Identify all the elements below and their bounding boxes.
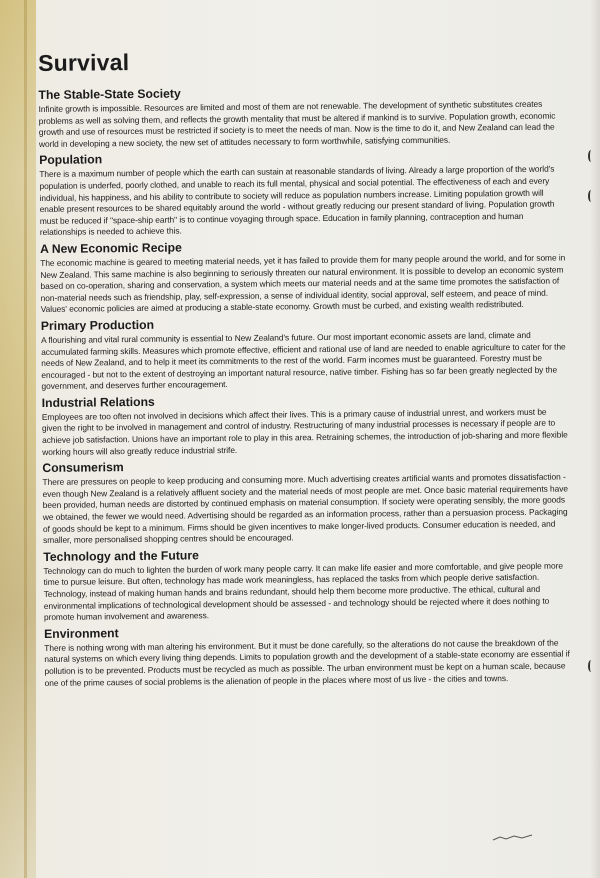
section-body: Employees are too often not involved in decisions which affect their lives. This is a primary cause of industrial unrest, and workers must be given the right to be involved in management and control of industry. Restructuring of many industrial processes is necessary if people are to achieve job satisfaction. Unions have an important role to play in this area. Retraining schemes, the introduction of job-sharing and more flexible working hours will also greatly reduce industrial strife. (41, 406, 568, 457)
section-industrial-relations (42, 390, 569, 458)
section-stable-state-society (38, 82, 565, 150)
section-body: There is a maximum number of people which the earth can sustain at reasonable standards of living. Already a large proportion of the world's population is underfed, poorly clothed, and unable to reach its full mental, physical and social potential. The effectiveness of each and every individual, his happiness, and his ability to contribute to society will reduce as population numbers increase. Limiting population growth will enable present resources to be shared equitably around the world - without greatly reducing our present standard of living. Population growth must be reduced if "space-ship earth" is to continue voyaging through space. Education in family planning, contraception and human relationships is needed to achieve this. (39, 163, 555, 238)
section-heading: Primary Production (40, 317, 155, 333)
section-primary-production (41, 313, 568, 392)
section-heading: A New Economic Recipe (40, 240, 182, 256)
section-consumerism (42, 456, 569, 547)
section-heading: Environment (44, 625, 119, 641)
section-technology-and-the-future (43, 544, 570, 623)
section-new-economic-recipe (40, 236, 567, 315)
section-heading: Consumerism (42, 460, 124, 476)
page-stain (0, 0, 36, 878)
section-heading: Population (39, 152, 103, 168)
page-fold (24, 0, 27, 878)
section-population (39, 148, 566, 239)
section-heading: Technology and the Future (43, 548, 199, 564)
margin-mark (588, 190, 594, 202)
margin-mark (588, 150, 594, 162)
section-body: The economic machine is geared to meeting material needs, yet it has failed to provide them for many people around the world, and for some in New Zealand. This same machine is also beginning to seriously threaten our natural environment. It is possible to develop an economic system based on co-operation, sharing and conservation, a system which meets our material needs and at the same time promotes the satisfaction of non-material needs such as friendship, play, self-expression, a sense of individual identity, social approval, self esteem, and peace of mind. Values' economic policies are aimed at producing a stable-state economy. Growth must be curbed, and existing wealth redistributed. (40, 252, 566, 315)
section-environment (44, 621, 571, 689)
section-body: Infinite growth is impossible. Resources are limited and most of them are not renewable. The development of synthetic substitutes creates problems as well as solving them, and reflects the growth mentality that must be altered if mankind is to survive. Population growth, economic growth and use of resources must be restricted if society is to meet the needs of man. Now is the time to do it, and New Zealand can lead the world in developing a new society, the new set of attitudes necessary to form worthwhile, satisfying communities. (38, 98, 556, 149)
section-heading: The Stable-State Society (38, 86, 181, 102)
page-title: Survival (38, 49, 130, 76)
section-heading: Industrial Relations (41, 394, 155, 410)
margin-mark (588, 660, 594, 672)
section-body: There are pressures on people to keep producing and consuming more. Much advertising creates artificial wants and promotes dissatisfaction - even though New Zealand is a relatively affluent society and the material needs of most people are met. Once basic material requirements have been provided, human needs are distorted by continued emphasis on material consumption. If society were operating sensibly, the more goods we obtained, the fewer we would need. Advertising should be regarded as an information process, rather than a persuasion process. Packaging of goods should be kept to a minimum. Firms should be given incentives to make longer-lived products. Consumer education is needed, and smaller, more personalised shopping centres should be encouraged. (42, 471, 569, 546)
scribble-mark (492, 834, 534, 842)
document-body (38, 44, 571, 692)
section-body: A flourishing and vital rural community is essential to New Zealand's future. Our most important economic assets are land, climate and accumulated farming skills. Measures which promote effective, efficient and rational use of land are needed to enable agriculture to cater for the needs of New Zealand, and to help it meet its commitments to the rest of the world. Farm incomes must be guaranteed. Forestry must be encouraged - but not to the extent of destroying an important natural resource, native timber. Fishing has so far been greatly neglected by the government, and deserves further encouragement. (40, 329, 566, 392)
section-body: There is nothing wrong with man altering his environment. But it must be done carefully, so the alterations do not cause the breakdown of the natural systems on which every living thing depends. Limits to population growth and the development of a stable-state economy are essential if pollution is to be prevented. Products must be recycled as much as possible. The urban environment must be kept on a human scale, because one of the prime causes of social problems is the alienation of people in the places where most of us live - the cities and towns. (44, 637, 570, 688)
section-body: Technology can do much to lighten the burden of work many people carry. It can make life easier and more comfortable, and give people more time to pursue leisure. But often, technology has made work meaningless, has replaced the tasks from which people derive satisfaction. Technology, instead of making human hands and brains redundant, should help them become more productive. The ethical, cultural and environmental implications of technological development should be assessed - and technology should be rejected where it does nothing to promote human involvement and awareness. (43, 560, 563, 623)
